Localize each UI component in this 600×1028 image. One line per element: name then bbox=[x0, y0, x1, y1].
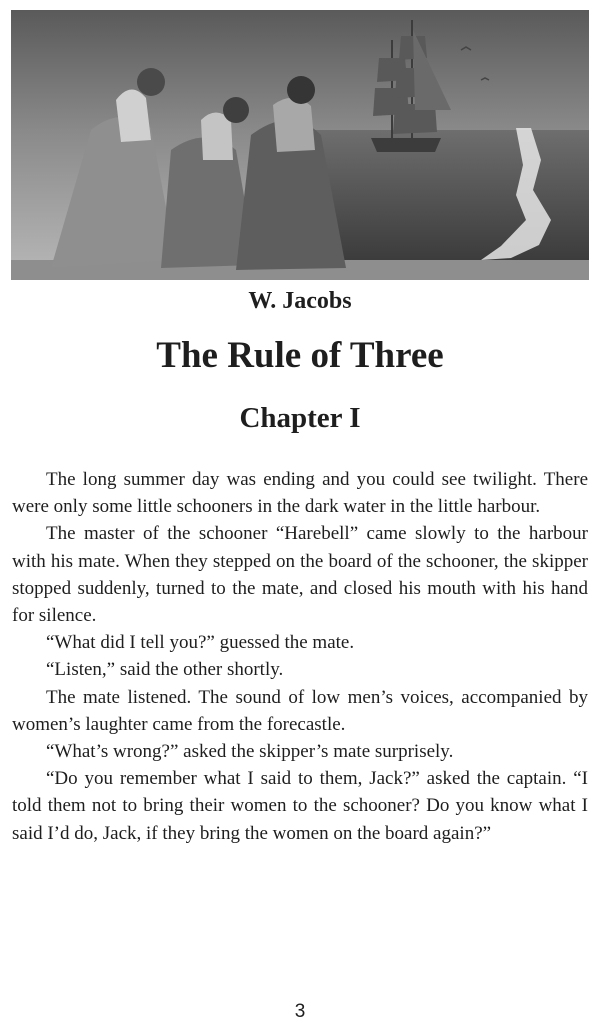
three-women-harbour-ship-illustration-icon bbox=[11, 10, 589, 280]
paragraph: The mate listened. The sound of low men’s voices, accompanied by women’s laughter came from the forecastle. bbox=[12, 686, 588, 735]
paragraph: “Listen,” said the other shortly. bbox=[46, 659, 284, 681]
chapter-heading: Chapter I bbox=[239, 402, 361, 434]
paragraph: “What’s wrong?” asked the skipper’s mate surprisely. bbox=[46, 741, 454, 763]
book-title: The Rule of Three bbox=[156, 335, 444, 376]
paragraph: The master of the schooner “Harebell” came slowly to the harbour with his mate. When they stepped on the board of the schooner, the skipper stopped suddenly, turned to the mate, and closed his mouth with his hand for silence. bbox=[12, 523, 588, 627]
page-number: 3 bbox=[294, 1001, 306, 1022]
paragraph: The long summer day was ending and you could see twilight. There were only some little schooners in the dark water in the little harbour. bbox=[12, 469, 588, 518]
harbour-illustration bbox=[11, 10, 589, 280]
paragraph: “Do you remember what I said to them, Jack?” asked the captain. “I told them not to bring their women to the schooner? Do you know what I said I’d do, Jack, if they bring the women on the board again?” bbox=[12, 768, 588, 844]
story-text bbox=[12, 466, 588, 847]
paragraph: “What did I tell you?” guessed the mate. bbox=[46, 632, 355, 654]
author-name: W. Jacobs bbox=[248, 288, 352, 314]
